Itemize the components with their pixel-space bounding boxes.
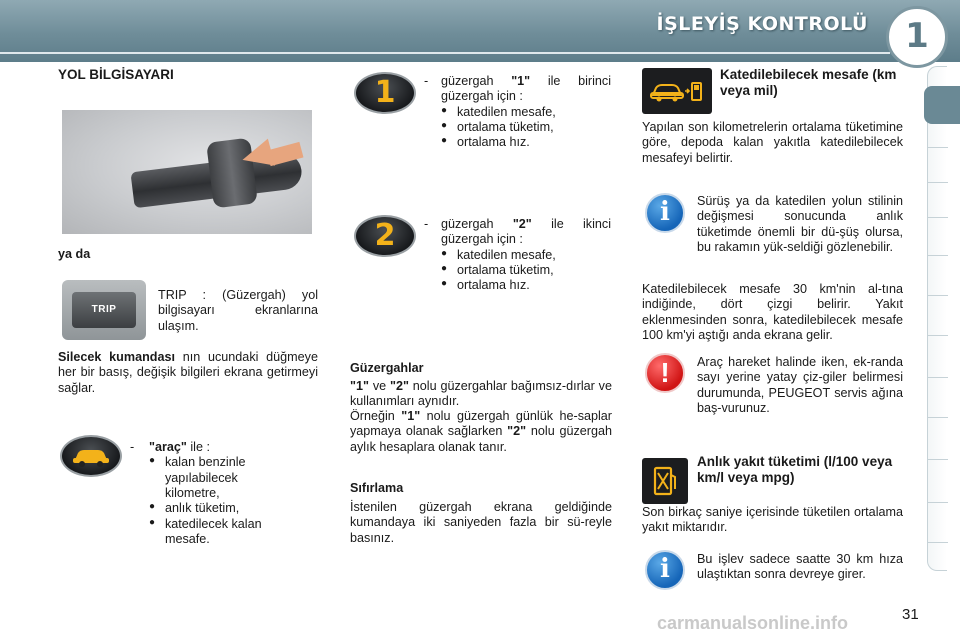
info-note-2: Bu işlev sadece saatte 30 km hıza ulaştıktan sonra devreye girer.: [697, 552, 903, 582]
range-description: Yapılan son kilometrelerin ortalama tüketimine göre, depoda kalan yakıtla katedilebilecek mesafeyi belirtir.: [642, 120, 903, 165]
range-threshold-text: Katedilebilecek mesafe 30 km'nin al-tına indiğinde, dört çizgi belirir. Yakıt eklenmesinden sonra, katedilebilecek mesafe 100 km'yi aştığı anda ekrana gelir.: [642, 282, 903, 343]
warning-icon: !: [645, 353, 685, 393]
trip-1-badge: 1: [354, 72, 416, 114]
trip-2-text: güzergah "2" ile ikinci güzergah için : ● katedilen mesafe, ● ortalama tüketim, ● ortalama hız.: [441, 217, 611, 294]
info-icon: i: [645, 550, 685, 590]
chapter-number-badge: 1: [886, 6, 948, 68]
list-item: ● ortalama hız.: [441, 278, 611, 293]
vehicle-mode-dash: -: [130, 440, 135, 454]
trip-1-dash: -: [424, 74, 429, 88]
chapter-title: İŞLEYİŞ KONTROLÜ: [656, 13, 868, 35]
range-heading: Katedilebilecek mesafe (km veya mil): [720, 67, 897, 99]
list-item: ● ortalama hız.: [441, 135, 611, 150]
instant-consumption-icon: [642, 458, 688, 504]
reset-paragraph: İstenilen güzergah ekrana geldiğinde kumandaya iki saniyeden fazla bir sü-reyle basınız.: [350, 500, 612, 545]
trip-button-photo: [62, 280, 146, 340]
routes-heading: Güzergahlar: [350, 361, 424, 375]
routes-paragraph-2: Örneğin "1" nolu güzergah günlük he-saplar yapmaya olanak sağlarken "2" nolu güzergah aylık hesaplara olanak tanır.: [350, 409, 612, 454]
page-header: [0, 0, 960, 62]
car-icon: [71, 445, 111, 467]
watermark: carmanualsonline.info: [657, 613, 849, 633]
info-icon: i: [645, 193, 685, 233]
list-item: ● ortalama tüketim,: [441, 120, 611, 135]
range-icon: [642, 68, 712, 114]
page-number: 31: [902, 606, 919, 623]
list-item: ● ortalama tüketim,: [441, 263, 611, 278]
list-item: ● katedilecek kalan mesafe.: [149, 517, 289, 548]
trip-2-dash: -: [424, 217, 429, 231]
list-item: ● katedilen mesafe,: [441, 105, 611, 120]
routes-paragraph-1: "1" ve "2" nolu güzergahlar bağımsız-dırlar ve kullanımları aynıdır.: [350, 379, 612, 409]
or-label: ya da: [58, 247, 91, 261]
instant-consumption-text: Son birkaç saniye içerisinde tüketilen ortalama yakıt miktarıdır.: [642, 505, 903, 535]
section-title-trip-computer: YOL BİLGİSAYARI: [58, 67, 174, 82]
header-divider: [0, 52, 890, 54]
reset-heading: Sıfırlama: [350, 481, 404, 495]
active-chapter-tab[interactable]: [924, 86, 960, 124]
list-item: ● anlık tüketim,: [149, 501, 289, 516]
trip-2-badge: 2: [354, 215, 416, 257]
info-note-1: Sürüş ya da katedilen yolun stilinin değişmesi sonucunda anlık tüketimde önemli bir dü-şüş olursa, bu rakamın yük-seldiği gözlenebilir.: [697, 194, 903, 255]
trip-1-text: güzergah "1" ile birinci güzergah için : ● katedilen mesafe, ● ortalama tüketim, ● ortalama hız.: [441, 74, 611, 151]
vehicle-mode-text: "araç" ile : ● kalan benzinle yapılabilecek kilometre, ● anlık tüketim, ● katedilecek kalan mesafe.: [149, 440, 289, 548]
warning-note: Araç hareket halinde iken, ek-randa sayı yerine yatay çiz-giler belirmesi durumunda, PEUGEOT servis ağına baş-vurunuz.: [697, 355, 903, 416]
fuel-pump-icon: [650, 465, 680, 497]
wiper-stalk-text: Silecek kumandası nın ucundaki düğmeye her bir basış, değişik bilgileri ekrana getirmeyi sağlar.: [58, 350, 318, 395]
trip-description: TRIP : (Güzergah) yol bilgisayarı ekranlarına ulaşım.: [158, 288, 318, 333]
list-item: ● kalan benzinle yapılabilecek kilometre,: [149, 455, 289, 501]
vehicle-mode-badge: [60, 435, 122, 477]
chapter-tab-rail: [927, 66, 947, 571]
instant-consumption-heading: Anlık yakıt tüketimi (l/100 veya km/l veya mpg): [697, 454, 893, 486]
list-item: ● katedilen mesafe,: [441, 248, 611, 263]
trip-key-label: TRIP: [72, 292, 136, 328]
car-fuel-icon: [649, 77, 705, 105]
wiper-stalk-photo: [62, 110, 312, 234]
